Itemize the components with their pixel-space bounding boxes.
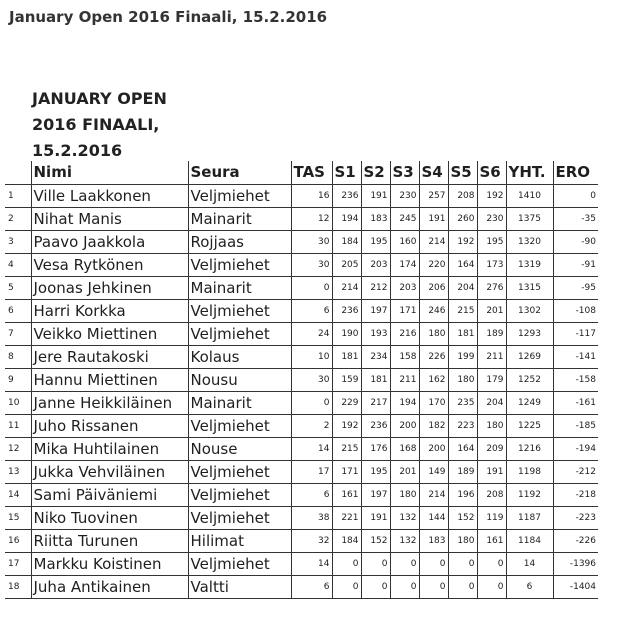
s5-cell: 180 bbox=[448, 368, 477, 391]
tas-cell: 0 bbox=[291, 276, 332, 299]
ero-cell: -1404 bbox=[553, 575, 598, 598]
table-row bbox=[5, 414, 598, 437]
rank-cell: 11 bbox=[5, 414, 31, 437]
s2-cell: 152 bbox=[361, 529, 390, 552]
rank-cell: 2 bbox=[5, 207, 31, 230]
s6-cell: 119 bbox=[477, 506, 506, 529]
ero-cell: 0 bbox=[553, 184, 598, 207]
total-cell: 1410 bbox=[506, 184, 553, 207]
name-cell: Janne Heikkiläinen bbox=[31, 391, 188, 414]
sheet-title-line: 15.2.2016 bbox=[32, 141, 123, 160]
sheet-title-line: JANUARY OPEN bbox=[32, 89, 167, 108]
name-cell: Juho Rissanen bbox=[31, 414, 188, 437]
club-cell: Veljmiehet bbox=[188, 299, 291, 322]
s4-cell: 191 bbox=[419, 207, 448, 230]
tas-cell: 30 bbox=[291, 368, 332, 391]
results-table bbox=[5, 161, 598, 599]
tas-cell: 10 bbox=[291, 345, 332, 368]
s5-cell: 0 bbox=[448, 552, 477, 575]
ero-cell: -226 bbox=[553, 529, 598, 552]
club-cell: Veljmiehet bbox=[188, 184, 291, 207]
club-cell: Veljmiehet bbox=[188, 483, 291, 506]
name-cell: Riitta Turunen bbox=[31, 529, 188, 552]
s6-cell: 179 bbox=[477, 368, 506, 391]
column-header-ero: ERO bbox=[553, 161, 598, 184]
column-header-club: Seura bbox=[188, 161, 291, 184]
table-row bbox=[5, 299, 598, 322]
table-row bbox=[5, 276, 598, 299]
tas-cell: 6 bbox=[291, 575, 332, 598]
name-cell: Juha Antikainen bbox=[31, 575, 188, 598]
club-cell: Veljmiehet bbox=[188, 253, 291, 276]
tas-cell: 0 bbox=[291, 391, 332, 414]
total-cell: 1249 bbox=[506, 391, 553, 414]
column-header-rank bbox=[5, 161, 31, 184]
s4-cell: 214 bbox=[419, 230, 448, 253]
s4-cell: 200 bbox=[419, 437, 448, 460]
s1-cell: 0 bbox=[332, 552, 361, 575]
rank-cell: 16 bbox=[5, 529, 31, 552]
s6-cell: 180 bbox=[477, 414, 506, 437]
s1-cell: 190 bbox=[332, 322, 361, 345]
s6-cell: 189 bbox=[477, 322, 506, 345]
total-cell: 1269 bbox=[506, 345, 553, 368]
table-row bbox=[5, 437, 598, 460]
s6-cell: 192 bbox=[477, 184, 506, 207]
rank-cell: 17 bbox=[5, 552, 31, 575]
s2-cell: 176 bbox=[361, 437, 390, 460]
club-cell: Mainarit bbox=[188, 391, 291, 414]
rank-cell: 14 bbox=[5, 483, 31, 506]
s1-cell: 194 bbox=[332, 207, 361, 230]
column-header-s1: S1 bbox=[332, 161, 361, 184]
name-cell: Nihat Manis bbox=[31, 207, 188, 230]
total-cell: 1302 bbox=[506, 299, 553, 322]
ero-cell: -212 bbox=[553, 460, 598, 483]
rank-cell: 13 bbox=[5, 460, 31, 483]
s4-cell: 170 bbox=[419, 391, 448, 414]
s4-cell: 0 bbox=[419, 552, 448, 575]
s2-cell: 203 bbox=[361, 253, 390, 276]
header-row bbox=[5, 161, 598, 184]
club-cell: Rojjaas bbox=[188, 230, 291, 253]
ero-cell: -108 bbox=[553, 299, 598, 322]
tas-cell: 16 bbox=[291, 184, 332, 207]
s3-cell: 203 bbox=[390, 276, 419, 299]
total-cell: 1375 bbox=[506, 207, 553, 230]
table-row bbox=[5, 207, 598, 230]
s2-cell: 191 bbox=[361, 184, 390, 207]
s4-cell: 180 bbox=[419, 322, 448, 345]
name-cell: Sami Päiväniemi bbox=[31, 483, 188, 506]
s4-cell: 220 bbox=[419, 253, 448, 276]
s6-cell: 195 bbox=[477, 230, 506, 253]
rank-cell: 8 bbox=[5, 345, 31, 368]
column-header-s5: S5 bbox=[448, 161, 477, 184]
sheet-title-line: 2016 FINAALI, bbox=[32, 115, 160, 134]
ero-cell: -185 bbox=[553, 414, 598, 437]
s3-cell: 158 bbox=[390, 345, 419, 368]
ero-cell: -95 bbox=[553, 276, 598, 299]
s1-cell: 159 bbox=[332, 368, 361, 391]
table-row bbox=[5, 460, 598, 483]
total-cell: 1225 bbox=[506, 414, 553, 437]
s1-cell: 221 bbox=[332, 506, 361, 529]
s2-cell: 195 bbox=[361, 230, 390, 253]
s5-cell: 181 bbox=[448, 322, 477, 345]
s6-cell: 204 bbox=[477, 391, 506, 414]
s2-cell: 193 bbox=[361, 322, 390, 345]
ero-cell: -223 bbox=[553, 506, 598, 529]
club-cell: Veljmiehet bbox=[188, 552, 291, 575]
total-cell: 1293 bbox=[506, 322, 553, 345]
column-header-total: YHT. bbox=[506, 161, 553, 184]
s1-cell: 205 bbox=[332, 253, 361, 276]
rank-cell: 12 bbox=[5, 437, 31, 460]
total-cell: 1216 bbox=[506, 437, 553, 460]
s5-cell: 164 bbox=[448, 437, 477, 460]
club-cell: Valtti bbox=[188, 575, 291, 598]
s2-cell: 212 bbox=[361, 276, 390, 299]
s1-cell: 171 bbox=[332, 460, 361, 483]
s6-cell: 191 bbox=[477, 460, 506, 483]
s2-cell: 0 bbox=[361, 575, 390, 598]
s3-cell: 0 bbox=[390, 575, 419, 598]
club-cell: Mainarit bbox=[188, 276, 291, 299]
column-header-s4: S4 bbox=[419, 161, 448, 184]
name-cell: Veikko Miettinen bbox=[31, 322, 188, 345]
s3-cell: 211 bbox=[390, 368, 419, 391]
s5-cell: 192 bbox=[448, 230, 477, 253]
rank-cell: 4 bbox=[5, 253, 31, 276]
table-row bbox=[5, 391, 598, 414]
ero-cell: -91 bbox=[553, 253, 598, 276]
s3-cell: 132 bbox=[390, 529, 419, 552]
ero-cell: -158 bbox=[553, 368, 598, 391]
s5-cell: 180 bbox=[448, 529, 477, 552]
rank-cell: 9 bbox=[5, 368, 31, 391]
total-cell: 1198 bbox=[506, 460, 553, 483]
s2-cell: 181 bbox=[361, 368, 390, 391]
table-row bbox=[5, 230, 598, 253]
tas-cell: 38 bbox=[291, 506, 332, 529]
s3-cell: 132 bbox=[390, 506, 419, 529]
s6-cell: 201 bbox=[477, 299, 506, 322]
s4-cell: 206 bbox=[419, 276, 448, 299]
s3-cell: 0 bbox=[390, 552, 419, 575]
s1-cell: 184 bbox=[332, 529, 361, 552]
table-row bbox=[5, 253, 598, 276]
tas-cell: 12 bbox=[291, 207, 332, 230]
s6-cell: 0 bbox=[477, 575, 506, 598]
tas-cell: 32 bbox=[291, 529, 332, 552]
rank-cell: 5 bbox=[5, 276, 31, 299]
ero-cell: -161 bbox=[553, 391, 598, 414]
s4-cell: 246 bbox=[419, 299, 448, 322]
ero-cell: -141 bbox=[553, 345, 598, 368]
s5-cell: 260 bbox=[448, 207, 477, 230]
column-header-s3: S3 bbox=[390, 161, 419, 184]
name-cell: Hannu Miettinen bbox=[31, 368, 188, 391]
s6-cell: 161 bbox=[477, 529, 506, 552]
s2-cell: 191 bbox=[361, 506, 390, 529]
table-row bbox=[5, 575, 598, 598]
sheet-title bbox=[32, 86, 192, 164]
s3-cell: 216 bbox=[390, 322, 419, 345]
total-cell: 1184 bbox=[506, 529, 553, 552]
tas-cell: 6 bbox=[291, 299, 332, 322]
name-cell: Ville Laakkonen bbox=[31, 184, 188, 207]
name-cell: Harri Korkka bbox=[31, 299, 188, 322]
rank-cell: 3 bbox=[5, 230, 31, 253]
s5-cell: 235 bbox=[448, 391, 477, 414]
s1-cell: 236 bbox=[332, 299, 361, 322]
s3-cell: 174 bbox=[390, 253, 419, 276]
s4-cell: 144 bbox=[419, 506, 448, 529]
club-cell: Nouse bbox=[188, 437, 291, 460]
s1-cell: 229 bbox=[332, 391, 361, 414]
club-cell: Veljmiehet bbox=[188, 322, 291, 345]
tas-cell: 14 bbox=[291, 552, 332, 575]
s3-cell: 201 bbox=[390, 460, 419, 483]
column-header-s6: S6 bbox=[477, 161, 506, 184]
s2-cell: 0 bbox=[361, 552, 390, 575]
s6-cell: 209 bbox=[477, 437, 506, 460]
s1-cell: 161 bbox=[332, 483, 361, 506]
s5-cell: 196 bbox=[448, 483, 477, 506]
total-cell: 1252 bbox=[506, 368, 553, 391]
s3-cell: 160 bbox=[390, 230, 419, 253]
tas-cell: 30 bbox=[291, 253, 332, 276]
total-cell: 14 bbox=[506, 552, 553, 575]
tas-cell: 30 bbox=[291, 230, 332, 253]
name-cell: Niko Tuovinen bbox=[31, 506, 188, 529]
club-cell: Nousu bbox=[188, 368, 291, 391]
tas-cell: 24 bbox=[291, 322, 332, 345]
club-cell: Mainarit bbox=[188, 207, 291, 230]
s3-cell: 230 bbox=[390, 184, 419, 207]
rank-cell: 10 bbox=[5, 391, 31, 414]
club-cell: Veljmiehet bbox=[188, 506, 291, 529]
rank-cell: 18 bbox=[5, 575, 31, 598]
rank-cell: 6 bbox=[5, 299, 31, 322]
name-cell: Mika Huhtilainen bbox=[31, 437, 188, 460]
total-cell: 1315 bbox=[506, 276, 553, 299]
s4-cell: 183 bbox=[419, 529, 448, 552]
s2-cell: 195 bbox=[361, 460, 390, 483]
s1-cell: 181 bbox=[332, 345, 361, 368]
s3-cell: 245 bbox=[390, 207, 419, 230]
column-header-s2: S2 bbox=[361, 161, 390, 184]
s3-cell: 168 bbox=[390, 437, 419, 460]
column-header-tas: TAS bbox=[291, 161, 332, 184]
tas-cell: 2 bbox=[291, 414, 332, 437]
name-cell: Jere Rautakoski bbox=[31, 345, 188, 368]
total-cell: 6 bbox=[506, 575, 553, 598]
s2-cell: 183 bbox=[361, 207, 390, 230]
table-row bbox=[5, 184, 598, 207]
s1-cell: 215 bbox=[332, 437, 361, 460]
s3-cell: 200 bbox=[390, 414, 419, 437]
results-body bbox=[5, 184, 598, 598]
total-cell: 1187 bbox=[506, 506, 553, 529]
table-row bbox=[5, 552, 598, 575]
s5-cell: 215 bbox=[448, 299, 477, 322]
tas-cell: 17 bbox=[291, 460, 332, 483]
column-header-name: Nimi bbox=[31, 161, 188, 184]
s5-cell: 164 bbox=[448, 253, 477, 276]
s5-cell: 199 bbox=[448, 345, 477, 368]
s6-cell: 230 bbox=[477, 207, 506, 230]
s3-cell: 194 bbox=[390, 391, 419, 414]
s2-cell: 236 bbox=[361, 414, 390, 437]
table-row bbox=[5, 322, 598, 345]
table-row bbox=[5, 345, 598, 368]
s5-cell: 208 bbox=[448, 184, 477, 207]
tas-cell: 14 bbox=[291, 437, 332, 460]
s6-cell: 276 bbox=[477, 276, 506, 299]
s5-cell: 152 bbox=[448, 506, 477, 529]
rank-cell: 15 bbox=[5, 506, 31, 529]
s1-cell: 214 bbox=[332, 276, 361, 299]
s4-cell: 162 bbox=[419, 368, 448, 391]
s2-cell: 234 bbox=[361, 345, 390, 368]
s4-cell: 0 bbox=[419, 575, 448, 598]
table-row bbox=[5, 368, 598, 391]
s2-cell: 197 bbox=[361, 299, 390, 322]
name-cell: Vesa Rytkönen bbox=[31, 253, 188, 276]
name-cell: Paavo Jaakkola bbox=[31, 230, 188, 253]
s1-cell: 184 bbox=[332, 230, 361, 253]
total-cell: 1192 bbox=[506, 483, 553, 506]
tas-cell: 6 bbox=[291, 483, 332, 506]
table-row bbox=[5, 506, 598, 529]
s3-cell: 180 bbox=[390, 483, 419, 506]
s4-cell: 182 bbox=[419, 414, 448, 437]
ero-cell: -35 bbox=[553, 207, 598, 230]
ero-cell: -218 bbox=[553, 483, 598, 506]
club-cell: Veljmiehet bbox=[188, 414, 291, 437]
ero-cell: -117 bbox=[553, 322, 598, 345]
club-cell: Veljmiehet bbox=[188, 460, 291, 483]
s2-cell: 217 bbox=[361, 391, 390, 414]
s2-cell: 197 bbox=[361, 483, 390, 506]
ero-cell: -194 bbox=[553, 437, 598, 460]
club-cell: Hilimat bbox=[188, 529, 291, 552]
s5-cell: 189 bbox=[448, 460, 477, 483]
total-cell: 1320 bbox=[506, 230, 553, 253]
table-row bbox=[5, 483, 598, 506]
s5-cell: 204 bbox=[448, 276, 477, 299]
rank-cell: 7 bbox=[5, 322, 31, 345]
s1-cell: 192 bbox=[332, 414, 361, 437]
total-cell: 1319 bbox=[506, 253, 553, 276]
name-cell: Joonas Jehkinen bbox=[31, 276, 188, 299]
s5-cell: 223 bbox=[448, 414, 477, 437]
s6-cell: 211 bbox=[477, 345, 506, 368]
name-cell: Markku Koistinen bbox=[31, 552, 188, 575]
table-row bbox=[5, 529, 598, 552]
s4-cell: 257 bbox=[419, 184, 448, 207]
ero-cell: -90 bbox=[553, 230, 598, 253]
club-cell: Kolaus bbox=[188, 345, 291, 368]
s1-cell: 236 bbox=[332, 184, 361, 207]
s4-cell: 226 bbox=[419, 345, 448, 368]
s4-cell: 149 bbox=[419, 460, 448, 483]
s5-cell: 0 bbox=[448, 575, 477, 598]
s6-cell: 173 bbox=[477, 253, 506, 276]
ero-cell: -1396 bbox=[553, 552, 598, 575]
s6-cell: 0 bbox=[477, 552, 506, 575]
s6-cell: 208 bbox=[477, 483, 506, 506]
s4-cell: 214 bbox=[419, 483, 448, 506]
s3-cell: 171 bbox=[390, 299, 419, 322]
name-cell: Jukka Vehviläinen bbox=[31, 460, 188, 483]
s1-cell: 0 bbox=[332, 575, 361, 598]
rank-cell: 1 bbox=[5, 184, 31, 207]
page-title: January Open 2016 Finaali, 15.2.2016 bbox=[9, 8, 328, 26]
